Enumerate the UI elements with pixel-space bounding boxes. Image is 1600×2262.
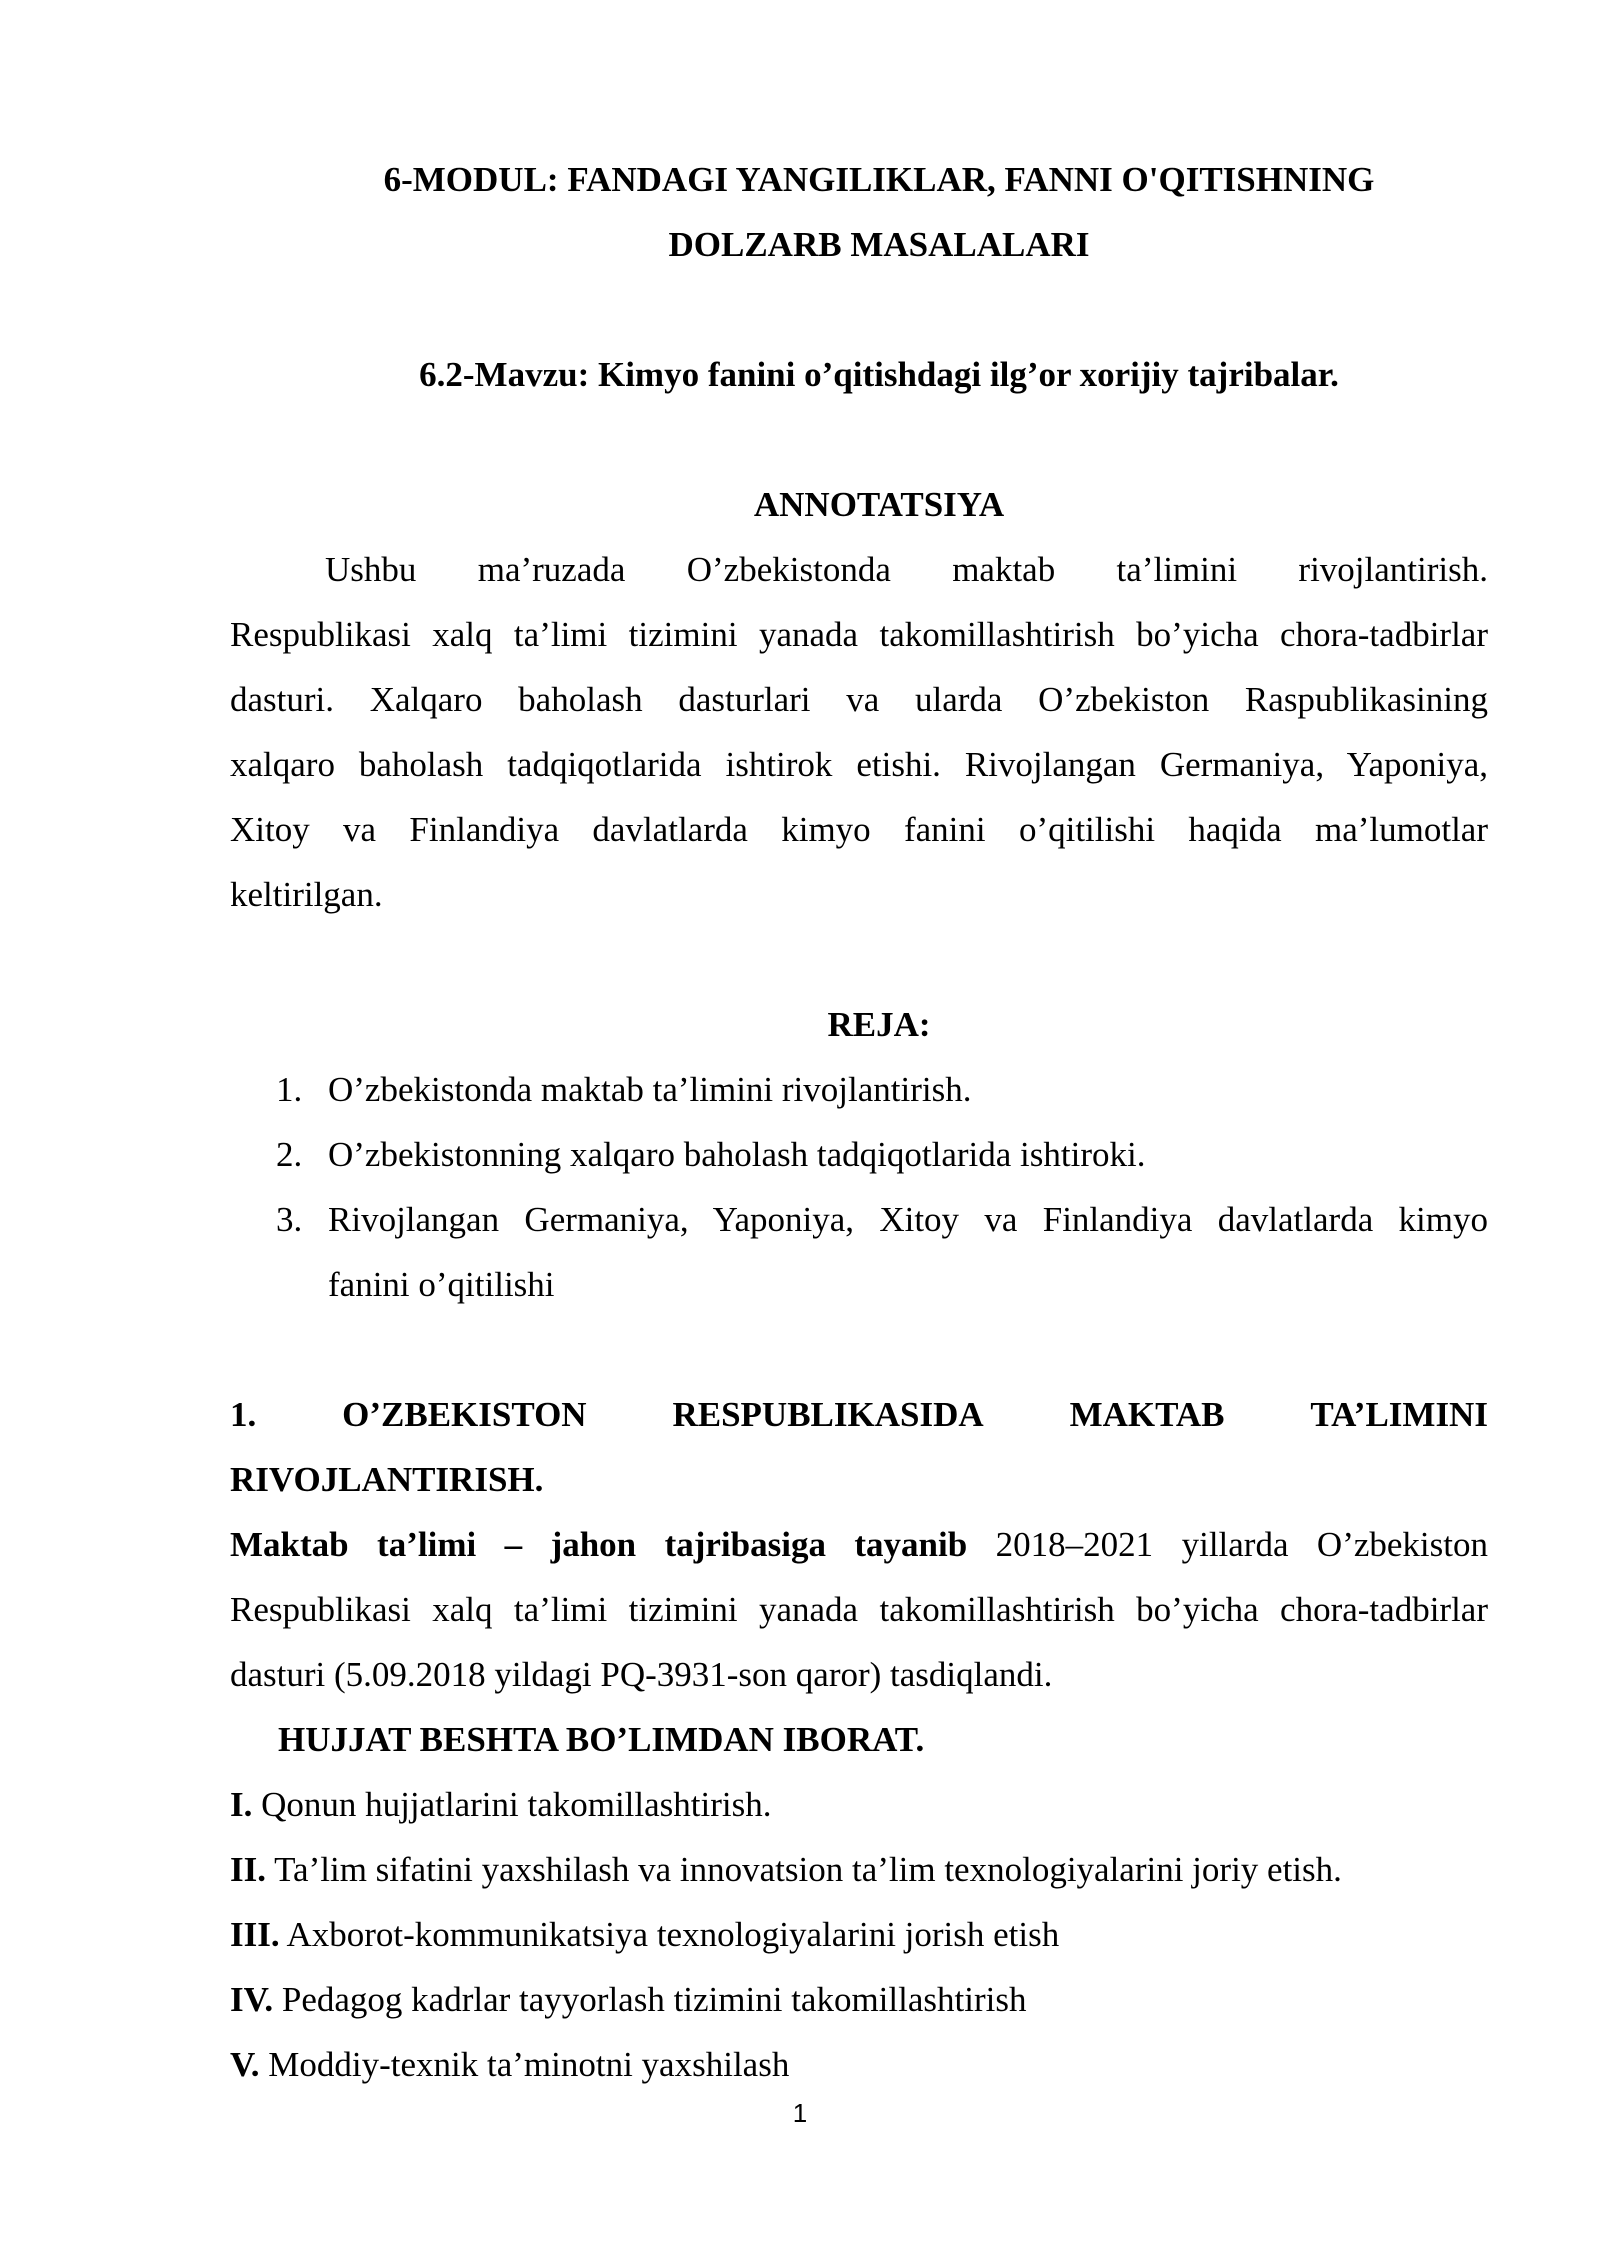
- document-parts-heading: HUJJAT BESHTA BO’LIMDAN IBORAT.: [278, 1720, 925, 1759]
- document-part-text: Qonun hujjatlarini takomillashtirish.: [252, 1785, 772, 1824]
- plan-item: [230, 1122, 1488, 1187]
- section-1-paragraph-line: dasturi (5.09.2018 yildagi PQ-3931-son qaror) tasdiqlandi.: [230, 1655, 1053, 1694]
- plan-item: [230, 1187, 1488, 1317]
- section-1-heading-line-1: [230, 1382, 1488, 1447]
- annotation-line: Xitoy va Finlandiya davlatlarda kimyo fanini o’qitilishi haqida ma’lumotlar: [230, 810, 1488, 849]
- section-1-paragraph: [230, 1512, 1488, 1707]
- section-1-heading: [230, 1382, 1488, 1512]
- module-title: [230, 147, 1488, 277]
- annotation-line: xalqaro baholash tadqiqotlarida ishtirok etishi. Rivojlangan Germaniya, Yaponiya,: [230, 745, 1488, 784]
- plan-item: [230, 1057, 1488, 1122]
- document-part-text: Moddiy-texnik ta’minotni yaxshilash: [259, 2045, 790, 2084]
- plan-item-number: 1.: [276, 1070, 303, 1109]
- section-1-heading-word: O’ZBEKISTON: [342, 1395, 587, 1434]
- annotation-heading: ANNOTATSIYA: [753, 485, 1005, 524]
- document-part-numeral: IV.: [230, 1980, 274, 2019]
- spacer: [230, 407, 1488, 472]
- annotation-paragraph: [230, 537, 1488, 927]
- page-number: 1: [792, 2098, 808, 2128]
- document-part-item: [230, 1837, 1488, 1902]
- plan-heading: REJA:: [827, 1005, 931, 1044]
- document-part-text: Pedagog kadrlar tayyorlash tizimini takomillashtirish: [273, 1980, 1027, 2019]
- spacer: [230, 927, 1488, 992]
- document-parts-list: [230, 1772, 1488, 2097]
- section-1-paragraph-line: [230, 1512, 1488, 1577]
- document-part-item: [230, 1772, 1488, 1837]
- document-part-item: [230, 1902, 1488, 1967]
- plan-item-text: O’zbekistonning xalqaro baholash tadqiqotlarida ishtiroki.: [328, 1135, 1146, 1174]
- annotation-line: dasturi. Xalqaro baholash dasturlari va ularda O’zbekiston Raspublikasining: [230, 680, 1488, 719]
- plan-item-number: 2.: [276, 1135, 303, 1174]
- plan-item-text: fanini o’qitilishi: [328, 1265, 555, 1304]
- document-part-numeral: V.: [230, 2045, 260, 2084]
- section-1-paragraph-line: Respublikasi xalq ta’limi tizimini yanada takomillashtirish bo’yicha chora-tadbirlar: [230, 1590, 1488, 1629]
- document-part-numeral: I.: [230, 1785, 253, 1824]
- spacer: [230, 1317, 1488, 1382]
- section-1-heading-word: 1.: [230, 1395, 257, 1434]
- document-part-text: Axborot-kommunikatsiya texnologiyalarini jorish etish: [279, 1915, 1060, 1954]
- section-1-line-rest: 2018–2021 yillarda O’zbekiston: [967, 1525, 1488, 1564]
- section-1-heading-word: RESPUBLIKASIDA: [672, 1395, 984, 1434]
- section-1-heading-word: TA’LIMINI: [1310, 1395, 1488, 1434]
- document-part-numeral: II.: [230, 1850, 266, 1889]
- annotation-line: Respublikasi xalq ta’limi tizimini yanada takomillashtirish bo’yicha chora-tadbirlar: [230, 615, 1488, 654]
- document-part-text: Ta’lim sifatini yaxshilash va innovatsion ta’lim texnologiyalarini joriy etish.: [266, 1850, 1342, 1889]
- document-part-item: [230, 2032, 1488, 2097]
- section-1-heading-word: MAKTAB: [1069, 1395, 1225, 1434]
- plan-item-text: Rivojlangan Germaniya, Yaponiya, Xitoy va Finlandiya davlatlarda kimyo: [328, 1200, 1488, 1239]
- document-part-numeral: III.: [230, 1915, 280, 1954]
- plan-item-text: O’zbekistonda maktab ta’limini rivojlantirish.: [328, 1070, 972, 1109]
- section-1-heading-line-2: RIVOJLANTIRISH.: [230, 1460, 544, 1499]
- topic-title: 6.2-Mavzu: Kimyo fanini o’qitishdagi ilg’or xorijiy tajribalar.: [419, 355, 1339, 394]
- document-part-item: [230, 1967, 1488, 2032]
- annotation-line: keltirilgan.: [230, 875, 383, 914]
- plan-list: [230, 1057, 1488, 1317]
- module-title-line-2: DOLZARB MASALALARI: [668, 225, 1090, 264]
- section-1-bold-lead: Maktab ta’limi – jahon tajribasiga tayanib: [230, 1525, 968, 1564]
- module-title-line-1: 6-MODUL: FANDAGI YANGILIKLAR, FANNI O'QITISHNING: [383, 160, 1375, 199]
- annotation-line: Ushbu ma’ruzada O’zbekistonda maktab ta’limini rivojlantirish.: [325, 550, 1488, 589]
- spacer: [230, 277, 1488, 342]
- plan-item-number: 3.: [276, 1200, 303, 1239]
- document-body: [230, 147, 1488, 2097]
